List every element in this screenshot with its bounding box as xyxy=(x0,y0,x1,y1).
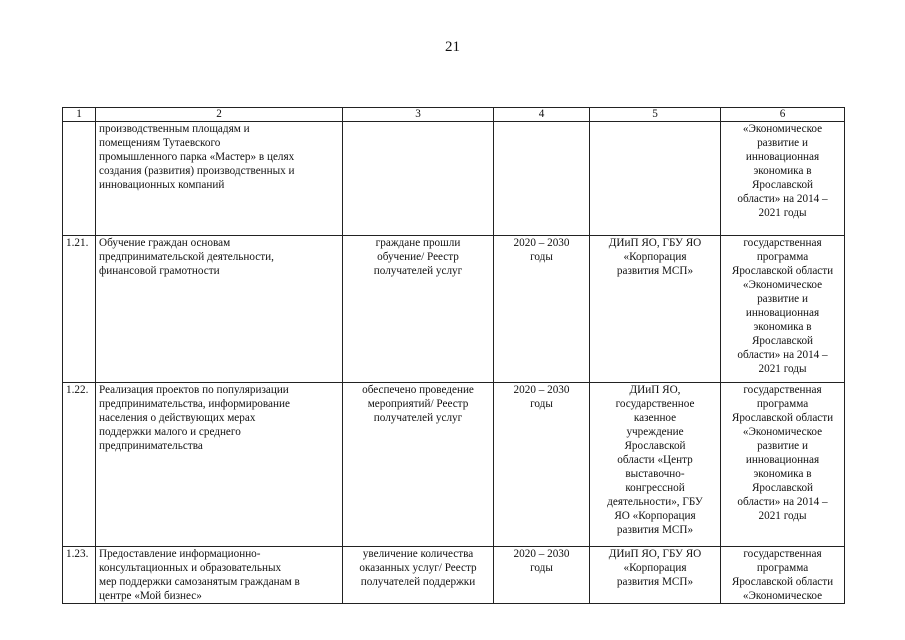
row-number-cell: 1.21. xyxy=(63,236,96,383)
executor-cell: ДИиП ЯО, государственное казенное учреждение Ярославской области «Центр выставочно- конгрессной деятельности», ГБУ ЯО «Корпорация развития МСП» xyxy=(590,383,721,547)
row-number-cell xyxy=(63,122,96,236)
period-cell: 2020 – 2030 годы xyxy=(494,236,590,383)
result-cell: увеличение количества оказанных услуг/ Реестр получателей поддержки xyxy=(343,547,494,604)
column-header: 2 xyxy=(96,108,343,122)
table-row xyxy=(63,236,845,383)
executor-cell xyxy=(590,122,721,236)
table-row xyxy=(63,547,845,604)
program-cell: «Экономическое развитие и инновационная экономика в Ярославской области» на 2014 – 2021 годы xyxy=(721,122,845,236)
measure-cell: производственным площадям и помещениям Тутаевского промышленного парка «Мастер» в целях создания (развития) производственных и инновационных компаний xyxy=(96,122,343,236)
result-cell xyxy=(343,122,494,236)
table-row xyxy=(63,383,845,547)
period-cell: 2020 – 2030 годы xyxy=(494,383,590,547)
measure-cell: Предоставление информационно- консультационных и образовательных мер поддержки самозанятым гражданам в центре «Мой бизнес» xyxy=(96,547,343,604)
result-cell: обеспечено проведение мероприятий/ Реестр получателей услуг xyxy=(343,383,494,547)
table-header-row xyxy=(63,108,845,122)
measure-cell: Обучение граждан основам предпринимательской деятельности, финансовой грамотности xyxy=(96,236,343,383)
table-row xyxy=(63,122,845,236)
program-table xyxy=(62,107,845,604)
row-number-cell: 1.23. xyxy=(63,547,96,604)
row-number-cell: 1.22. xyxy=(63,383,96,547)
program-cell: государственная программа Ярославской области «Экономическое xyxy=(721,547,845,604)
period-cell: 2020 – 2030 годы xyxy=(494,547,590,604)
column-header: 4 xyxy=(494,108,590,122)
column-header: 6 xyxy=(721,108,845,122)
executor-cell: ДИиП ЯО, ГБУ ЯО «Корпорация развития МСП» xyxy=(590,236,721,383)
measure-cell: Реализация проектов по популяризации предпринимательства, информирование населения о действующих мерах поддержки малого и среднего предпринимательства xyxy=(96,383,343,547)
program-cell: государственная программа Ярославской области «Экономическое развитие и инновационная экономика в Ярославской области» на 2014 – 2021 годы xyxy=(721,383,845,547)
page-number: 21 xyxy=(445,39,460,55)
period-cell xyxy=(494,122,590,236)
column-header: 3 xyxy=(343,108,494,122)
result-cell: граждане прошли обучение/ Реестр получателей услуг xyxy=(343,236,494,383)
executor-cell: ДИиП ЯО, ГБУ ЯО «Корпорация развития МСП» xyxy=(590,547,721,604)
column-header: 5 xyxy=(590,108,721,122)
program-cell: государственная программа Ярославской области «Экономическое развитие и инновационная экономика в Ярославской области» на 2014 – 2021 годы xyxy=(721,236,845,383)
column-header: 1 xyxy=(63,108,96,122)
